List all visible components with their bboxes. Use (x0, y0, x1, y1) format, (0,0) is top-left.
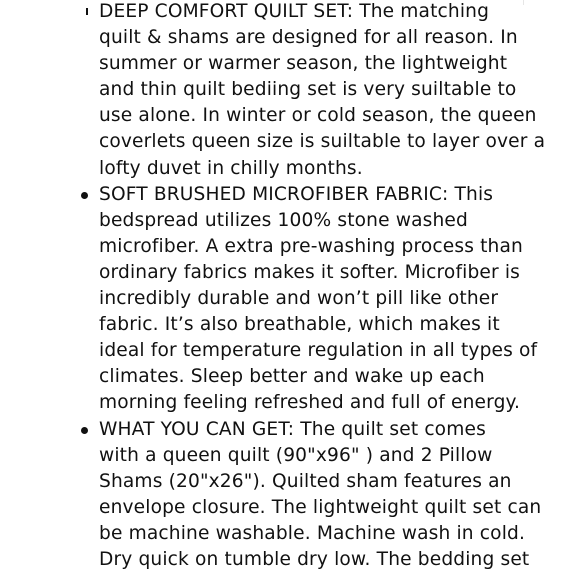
text-line: morning feeling refreshed and full of energy. (99, 392, 521, 414)
text-line: Shams (20"x26"). Quilted sham features an (99, 470, 512, 492)
text-line: fabric. It’s also breathable, which makes it (99, 314, 500, 336)
text-line: coverlets queen size is suiltable to layer over a (99, 131, 546, 153)
bullet-soft-brushed-microfiber (0, 182, 538, 417)
text-line: envelope closure. The lightweight quilt set can (99, 496, 542, 518)
text-line: WHAT YOU CAN GET: The quilt set comes (99, 418, 486, 440)
text-line: use alone. In winter or cold season, the queen (99, 105, 537, 127)
bullet-dot-icon (81, 427, 88, 434)
text-line: lofty duvet in chilly months. (99, 157, 363, 179)
bullet-deep-comfort (0, 0, 546, 182)
page-edge-divider (523, 0, 524, 5)
text-line: DEEP COMFORT QUILT SET: The matching (99, 1, 490, 22)
text-line: microfiber. A extra pre-washing process than (99, 235, 523, 257)
text-line: ordinary fabrics makes it softer. Microfiber is (99, 261, 521, 283)
text-line: and thin quilt bediing set is very suiltable to (99, 79, 517, 101)
text-line: incredibly durable and won’t pill like other (99, 288, 499, 310)
text-line: climates. Sleep better and wake up each (99, 366, 485, 388)
text-line: be machine washable. Machine wash in cold. (99, 522, 526, 544)
text-line: summer or warmer season, the lightweight (99, 53, 508, 75)
text-line: bedspread utilizes 100% stone washed (99, 209, 468, 231)
bullet-dot-icon (81, 192, 88, 199)
bullet-dot-icon (86, 8, 88, 15)
text-line: SOFT BRUSHED MICROFIBER FABRIC: This (99, 183, 494, 205)
text-line: with a queen quilt (90"x96" ) and 2 Pillow (99, 444, 493, 466)
text-line: ideal for temperature regulation in all types of (99, 340, 538, 362)
text-line: quilt & shams are designed for all reason. In (99, 27, 518, 49)
bullet-what-you-can-get (0, 417, 542, 574)
text-line: Dry quick on tumble dry low. The bedding set (99, 548, 530, 570)
